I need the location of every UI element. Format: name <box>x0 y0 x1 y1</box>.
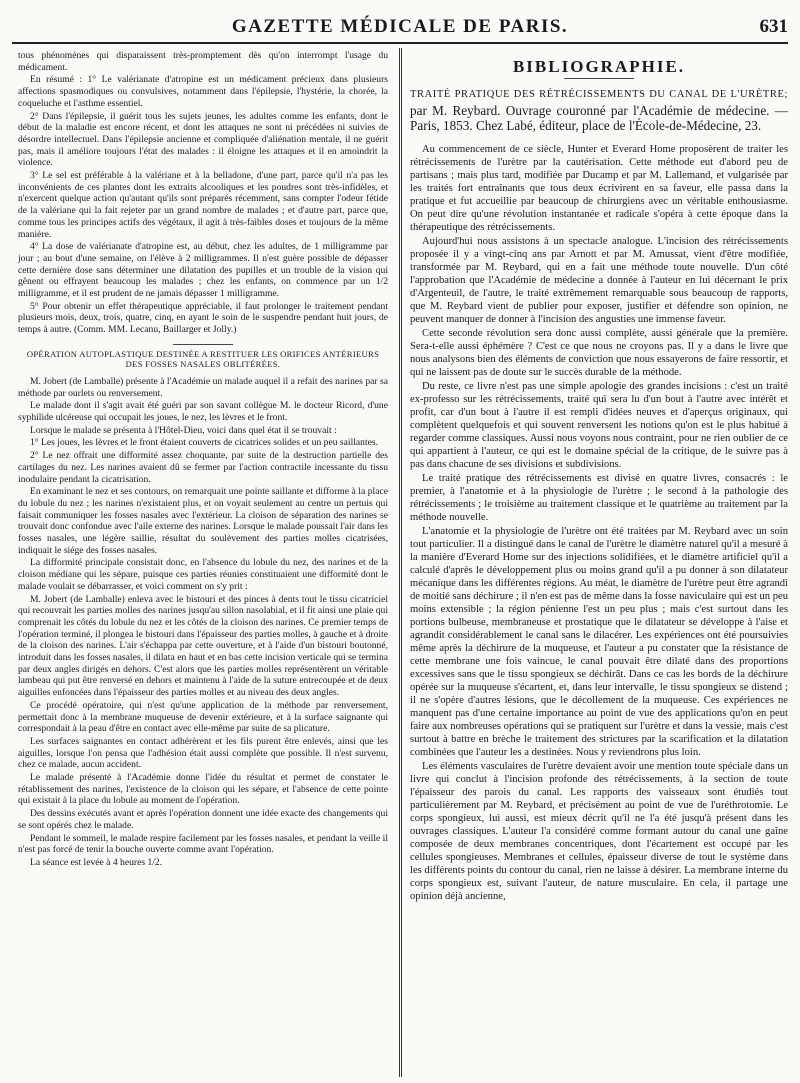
paragraph: Lorsque le malade se présenta à l'Hôtel-Dieu, voici dans quel état il se trouvait : <box>30 424 337 436</box>
paragraph: Pendant le sommeil, le malade respire facilement par les fosses nasales, et pendant la veille il n'est pas forcé de tenir la bouche ouverte comme avant l'opération. <box>18 832 388 856</box>
paragraph: La difformité principale consistait donc, en l'absence du lobule du nez, des narines et de la cloison médiane qui les sépare, puisque ces parties réunies constituaient une difformité dont le malade voulait se débarrasser, et voici comment on s'y prit : <box>18 557 388 592</box>
paragraph: Aujourd'hui nous assistons à un spectacle analogue. L'incision des rétrécissements proposée il y a vingt-cinq ans par Arnott et par M. Amussat, vient d'être modifiée, transformée par M. Reybard, qui en a fait une méthode toute nouvelle. D'un côté l'approbation que l'Académie de médecine a donnée à l'auteur en lui décernant le prix d'Argenteuil, de l'autre, le traité extrêmement remarquable sous beaucoup de rapports, que M. Reybard vient de publier pour exposer, justifier et défendre son opinion, ne peuvent manquer de donner à l'incision des angusties une immense faveur. <box>410 235 788 325</box>
book-title: TRAITÉ PRATIQUE DES RÉTRÉCISSEMENTS DU CANAL DE L'URÈTRE; <box>410 89 788 100</box>
paragraph: Cette seconde révolution sera donc aussi complète, aussi générale que la première. Sera-t-elle aussi éphémère ? C'est ce que nous ne croyons pas. Il y a dans le livre que nous analysons bien des éléments de conviction que nous essayerons de faire ressortir, et qui ne laissent pas de doute sur le succès durable de la méthode. <box>410 327 788 378</box>
paragraph: Du reste, ce livre n'est pas une simple apologie des grandes incisions : c'est un traité ex-professo sur les rétrécissements, traité qui sera lu d'un bout à l'autre avec intérêt et profit, car d'un bout à l'autre il est rempli d'idées neuves et d'aperçus originaux, qui complètent quelquefois et qui souvent renversent les notions qu'on est le plus habitué à regarder comme classiques. Aussi nous voyons nous contraint, pour ne rien oublier de ce qui appartient à l'auteur, ce qui est le domaine spécial de la critique, de le suivre pas à pas dans chacune de ses divisions et subdivisions. <box>410 380 788 470</box>
bibliography-heading: BIBLIOGRAPHIE. <box>410 60 788 79</box>
paragraph: 1° Les joues, les lèvres et le front étaient couverts de cicatrices solides et un peu saillantes. <box>30 437 379 449</box>
book-details: par M. Reybard. Ouvrage couronné par l'Académie de médecine. — Paris, 1853. Chez Labé, éditeur, place de l'École-de-Médecine, 23. <box>410 102 788 133</box>
paragraph: Le malade présenté à l'Académie donne l'idée du résultat et permet de constater le rétablissement des narines, l'existence de la cloison qui les sépare, et l'absence de cette pointe qui existait à la place du lobule au moment de l'opération. <box>18 772 388 807</box>
right-column <box>410 50 788 1075</box>
closing-line: La séance est levée à 4 heures 1/2. <box>30 857 163 868</box>
book-reference <box>410 85 788 134</box>
page-header <box>12 14 788 44</box>
paragraph: 4° La dose de valérianate d'atropine est, au début, chez les adultes, de 1 milligramme par jour ; au bout d'une semaine, on l'élève à 2 milligrammes. Il n'est guère possible de dépasser cette dernière dose sans déterminer une dilatation des pupilles et un trouble de la vision qui gênent ou effrayent beaucoup les malades ; chez les enfants, on commence par un 1/2 milligramme, et il est prudent de ne jamais dépasser 1 milligramme. <box>18 241 388 300</box>
paragraph: M. Jobert (de Lamballe) présente à l'Académie un malade auquel il a refait des narines par sa méthode par ourlets ou renversement. <box>18 375 388 399</box>
paragraph: 2° Dans l'épilepsie, il guérit tous les sujets jeunes, les adultes comme les enfants, dont le début de la maladie est encore récent, et dont les attaques ne sont ni précédées ni suivies de désordre intellectuel. Dans l'épilepsie ancienne et compliquée d'aliénation mentale, il ne guérit pas, mais il améliore toujours l'état des malades : il éloigne les attaques et il en amoindrit la violence. <box>18 110 388 169</box>
section-title: OPÉRATION AUTOPLASTIQUE DESTINÉE A RESTITUER LES ORIFICES ANTÉRIEURS DES FOSSES NASALES OBLITÉRÉES. <box>18 344 388 370</box>
paragraph: Les éléments vasculaires de l'urètre devaient avoir une mention toute spéciale dans un livre qui conclut à l'incision profonde des rétrécissements, à la section de toute l'épaisseur des parois du canal. Les rapports des vaisseaux sont étudiés tout particulièrement par M. Reybard, et précisément au point de vue de l'uréthrotomie. Le corps spongieux, lui aussi, est mieux décrit qu'il ne l'a été jusqu'à présent dans les ouvrages classiques. L'auteur l'a considéré comme formant autour du canal une gaîne composée de deux membranes concentriques, dont l'écartement est occupé par les cellules spongieuses. Membranes et cellules, épaisseur diverse de tout le système dans les différents points du contour du canal, rien ne laisse à désirer. La membrane interne du corps spongieux est, suivant l'auteur, de nature musculaire. En cela, il partage une opinion déjà ancienne, <box>410 760 788 902</box>
paragraph: En résumé : 1° Le valérianate d'atropine est un médicament précieux dans plusieurs affections spasmodiques ou convulsives, notamment dans l'épilepsie, l'hystérie, la chorée, la coqueluche et l'asthme essentiel. <box>18 74 388 109</box>
paragraph: L'anatomie et la physiologie de l'urètre ont été traitées par M. Reybard avec un soin tout particulier. Il a distingué dans le canal de l'urètre le diamètre naturel qu'il a mesuré à la manière d'Everard Home sur des injections solidifiées, et le diamètre artificiel qu'il a calculé d'après le développement plus ou moins grand qu'il a pu donner à son dilatateur mécanique dans les différentes régions. Au méat, le diamètre de l'urètre peut être agrandi de moitié sans déchirure ; il n'en est pas de même dans la fosse naviculaire qui est un peu moins extensible ; la région pénienne l'est un peu plus ; mais c'est surtout dans les portions bulbeuse, membraneuse et prostatique que le dilatateur se développe à l'aise et agrandit considérablement le canal sans le dilacérer. Les expériences ont été poursuivies même après la déchirure de la muqueuse, et l'auteur a pu constater que la résistance de cette membrane une fois vaincue, le canal pouvait être dilaté dans des proportions excessives sans que le tissu spongieux se déchirât. Dans ce cas les bords de la déchirure opérée sur la muqueuse s'écartent, et, dans leur intervalle, le tissu spongieux se distend ; il ne s'opère d'autres lésions, que le décollement de la muqueuse. Ces expériences ne manquent pas d'une certaine importance au point de vue des applications qu'on en peut faire aux nombreuses opérations qui se pratiquent sur l'urètre et dans la vessie, mais c'est surtout à battre en brèche le traitement des strictures par la scarification et la dilatation combinées que l'auteur les a destinées. Nous y reviendrons plus loin. <box>410 525 788 758</box>
paragraph: Les surfaces saignantes en contact adhérèrent et les fils purent être enlevés, ainsi que les aiguilles, lorsque l'on pensa que l'adhésion était aussi complète que possible. Il n'est survenu, chez ce malade, aucun accident. <box>18 735 388 771</box>
left-column <box>18 50 388 1075</box>
paragraph: 3° Le sel est préférable à la valériane et à la belladone, d'une part, parce qu'il n'a pas les inconvénients de ces plantes dont les extraits alcooliques et les poudres sont très-infidèles, et n'exercent quelque action qu'autant qu'ils sont préparés récemment, sans compter l'odeur fétide de la valériane qui la fait rejeter par un grand nombre de malades ; et d'autre part, parce que, comme tous les principes actifs des végétaux, il agit à très-faibles doses et toujours de la même manière. <box>18 170 388 240</box>
paragraph: 5° Pour obtenir un effet thérapeutique appréciable, il faut prolonger le traitement pendant plusieurs mois, deux, trois, quatre, cinq, en ayant le soin de le suspendre pendant huit jours, de temps à autre. (Comm. MM. Lecanu, Baillarger et Jolly.) <box>18 300 388 336</box>
paragraph: Au commencement de ce siècle, Hunter et Everard Home proposèrent de traiter les rétrécissements de l'urètre par la cautérisation. Cette méthode eut d'abord peu de partisans ; mais plus tard, modifiée par Ducamp et par M. Lallemand, et vulgarisée par les traités fort entraînants que tous deux écrivirent en sa faveur, elle passa dans la pratique et fut accueillie par beaucoup de chirurgiens avec un véritable enthousiasme. On peut dire qu'une révolution instantanée et radicale s'opéra à cette époque dans la thérapeutique des rétrécissements. <box>410 143 788 233</box>
paragraph: Des dessins exécutés avant et après l'opération donnent une idée exacte des changements qui se sont opérés chez le malade. <box>18 808 388 831</box>
paragraph: Le traité pratique des rétrécissements est divisé en quatre livres, consacrés : le premier, à l'anatomie et à la physiologie de l'urètre ; le second à la pathologie des rétrécissements ; le troisième au traitement classique et le quatrième au traitement par la méthode nouvelle. <box>410 472 788 523</box>
page-number: 631 <box>759 16 788 37</box>
paragraph: tous phénomènes qui disparaissent très-promptement dès qu'on interrompt l'usage du médicament. <box>18 50 388 73</box>
paragraph: 2° Le nez offrait une difformité assez choquante, par suite de la destruction partielle des cartilages du nez. Les narines avaient dû se fermer par l'action contractile incessante du tissu inodulaire pendant la cicatrisation. <box>18 450 388 485</box>
journal-title: GAZETTE MÉDICALE DE PARIS. <box>231 16 569 37</box>
paragraph: M. Jobert (de Lamballe) enleva avec le bistouri et des pinces à dents tout le tissu cicatriciel qui recouvrait les parties molles des narines jusqu'au sillon nasolabial, et il fit ainsi une plaie qui comprenait les côtés du lobule du nez et les côtés de la cloison des narines. Ce premier temps de l'opération terminé, il plongea le bistouri dans l'épaisseur des parties molles, à gauche et à droite de la cloison des narines. L'air s'échappa par cette ouverture, et à l'aide d'un bistouri boutonné, introduit dans les fosses nasales, il dilata en haut et en bas cette incision verticale qui se termina par deux angles dirigés en dehors. C'est alors que les parties molles représentèrent un véritable lambeau qui put être renversé en dehors et maintenu à l'aide de la suture entrecoupée et de deux aiguilles enfoncées dans l'épaisseur des parties molles et au niveau des deux angles. <box>18 593 388 699</box>
paragraph: Ce procédé opératoire, qui n'est qu'une application de la méthode par renversement, permettait donc à la membrane muqueuse de devenir extérieure, et à la surface saignante qui correspondait à la peau d'être en contact avec elle-même par suite de sa plicature. <box>18 699 388 735</box>
column-divider <box>399 48 402 1077</box>
paragraph: Le malade dont il s'agit avait été guéri par son savant collègue M. le docteur Ricord, d'une syphilide ulcéreuse qui occupait les joues, le nez, les lèvres et le front. <box>18 400 388 423</box>
paragraph: En examinant le nez et ses contours, on remarquait une pointe saillante et difforme à la place du lobule du nez ; les narines n'existaient plus, et on voyait seulement au centre un pertuis qui faisait communiquer les fosses nasales avec l'extérieur. La cloison de séparation des narines se trouvait donc confondue avec l'aile externe des narines. Lorsque le malade poussait l'air dans les fosses nasales, une légère saillie, résultat du soulèvement des parties molles cicatrisées, indiquait le siége des fosses nasales. <box>18 486 388 556</box>
